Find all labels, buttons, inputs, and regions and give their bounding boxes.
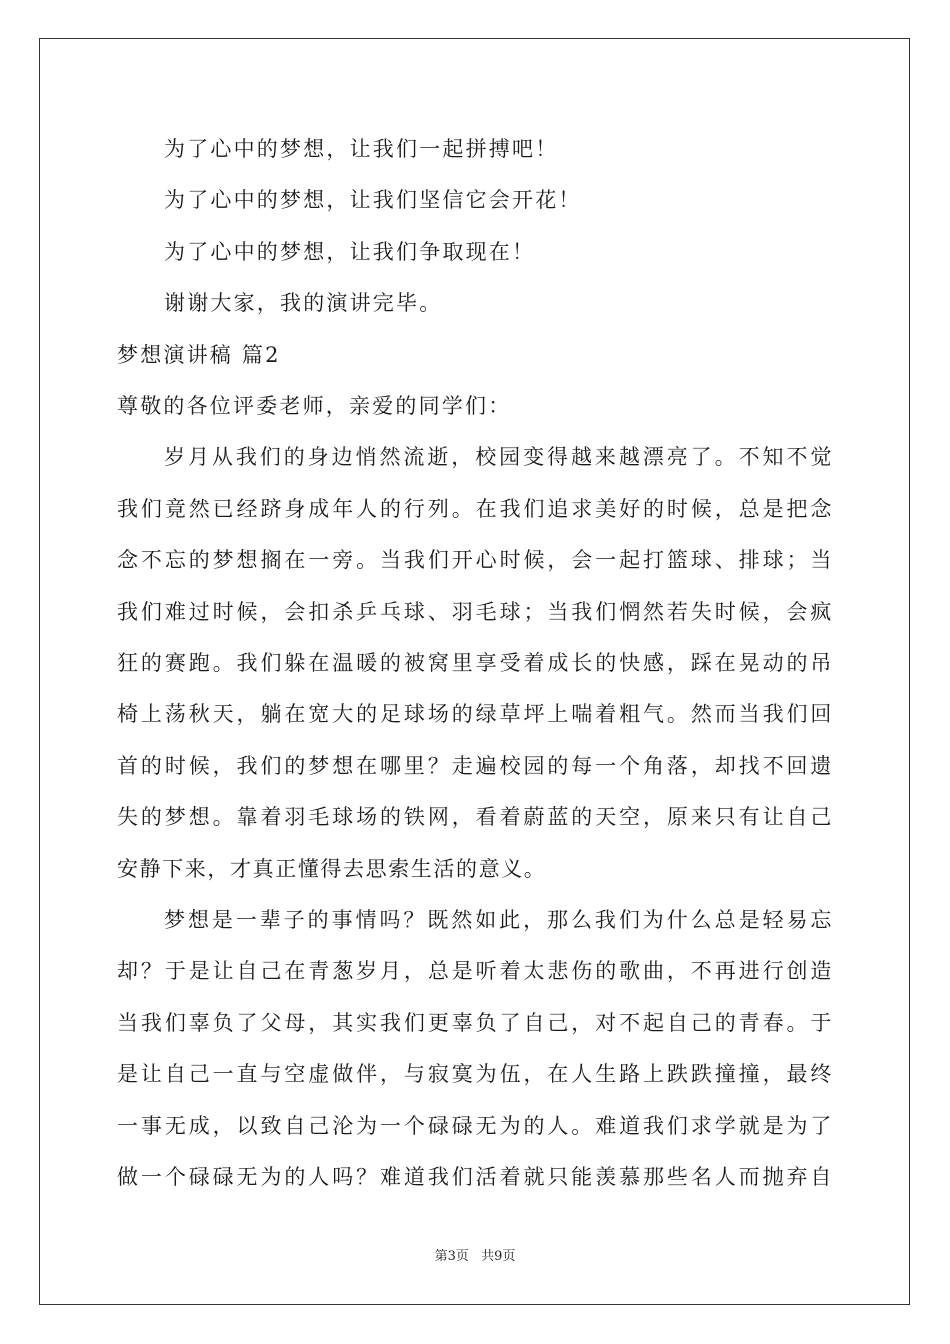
- paragraph-line: 梦想是一辈子的事情吗？既然如此，那么我们为什么总是轻易忘: [164, 907, 833, 932]
- section-title: 梦想演讲稿 篇2: [117, 342, 281, 367]
- paragraph-line: 念不忘的梦想搁在一旁。当我们开心时候，会一起打篮球、排球；当: [117, 548, 833, 573]
- page-footer: [0, 1245, 950, 1264]
- page-number-current: 第3页: [434, 1249, 469, 1264]
- page-number-total: 共9页: [481, 1249, 516, 1264]
- paragraph-line: 做一个碌碌无为的人吗？难道我们活着就只能羡慕那些名人而抛弃自: [117, 1165, 833, 1190]
- paragraph-line: 安静下来，才真正懂得去思索生活的意义。: [117, 856, 547, 881]
- paragraph-line: 我们难过时候，会扣杀乒乓球、羽毛球；当我们惘然若失时候，会疯: [117, 599, 833, 624]
- paragraph-line: 是让自己一直与空虚做伴，与寂寞为伍，在人生路上跌跌撞撞，最终: [117, 1062, 833, 1087]
- paragraph-line: 失的梦想。靠着羽毛球场的铁网，看着蔚蓝的天空，原来只有让自己: [117, 805, 833, 830]
- paragraph-line: 椅上荡秋天，躺在宽大的足球场的绿草坪上喘着粗气。然而当我们回: [117, 702, 833, 727]
- paragraph-1: [117, 432, 833, 895]
- paragraph-line: 我们竟然已经跻身成年人的行列。在我们追求美好的时候，总是把念: [117, 496, 833, 521]
- closing-line: 为了心中的梦想，让我们一起拼搏吧！: [164, 137, 559, 161]
- salutation: 尊敬的各位评委老师，亲爱的同学们：: [117, 393, 512, 418]
- paragraph-line: 却？于是让自己在青葱岁月，总是听着太悲伤的歌曲，不再进行创造: [117, 959, 833, 984]
- closing-line: 为了心中的梦想，让我们坚信它会开花！: [164, 188, 582, 213]
- paragraph-line: 狂的赛跑。我们躲在温暖的被窝里享受着成长的快感，踩在晃动的吊: [117, 650, 833, 675]
- paragraph-line: 当我们辜负了父母，其实我们更辜负了自己，对不起自己的青春。于: [117, 1010, 833, 1035]
- document-body: [117, 124, 833, 1203]
- closing-line: 谢谢大家，我的演讲完毕。: [164, 291, 443, 316]
- paragraph-2: [117, 895, 833, 1203]
- closing-line: 为了心中的梦想，让我们争取现在！: [164, 239, 536, 264]
- paragraph-line: 首的时候，我们的梦想在哪里？走遍校园的每一个角落，却找不回遗: [117, 753, 833, 778]
- paragraph-line: 一事无成，以致自己沦为一个碌碌无为的人。难道我们求学就是为了: [117, 1113, 833, 1138]
- paragraph-line: 岁月从我们的身边悄然流逝，校园变得越来越漂亮了。不知不觉: [164, 445, 833, 470]
